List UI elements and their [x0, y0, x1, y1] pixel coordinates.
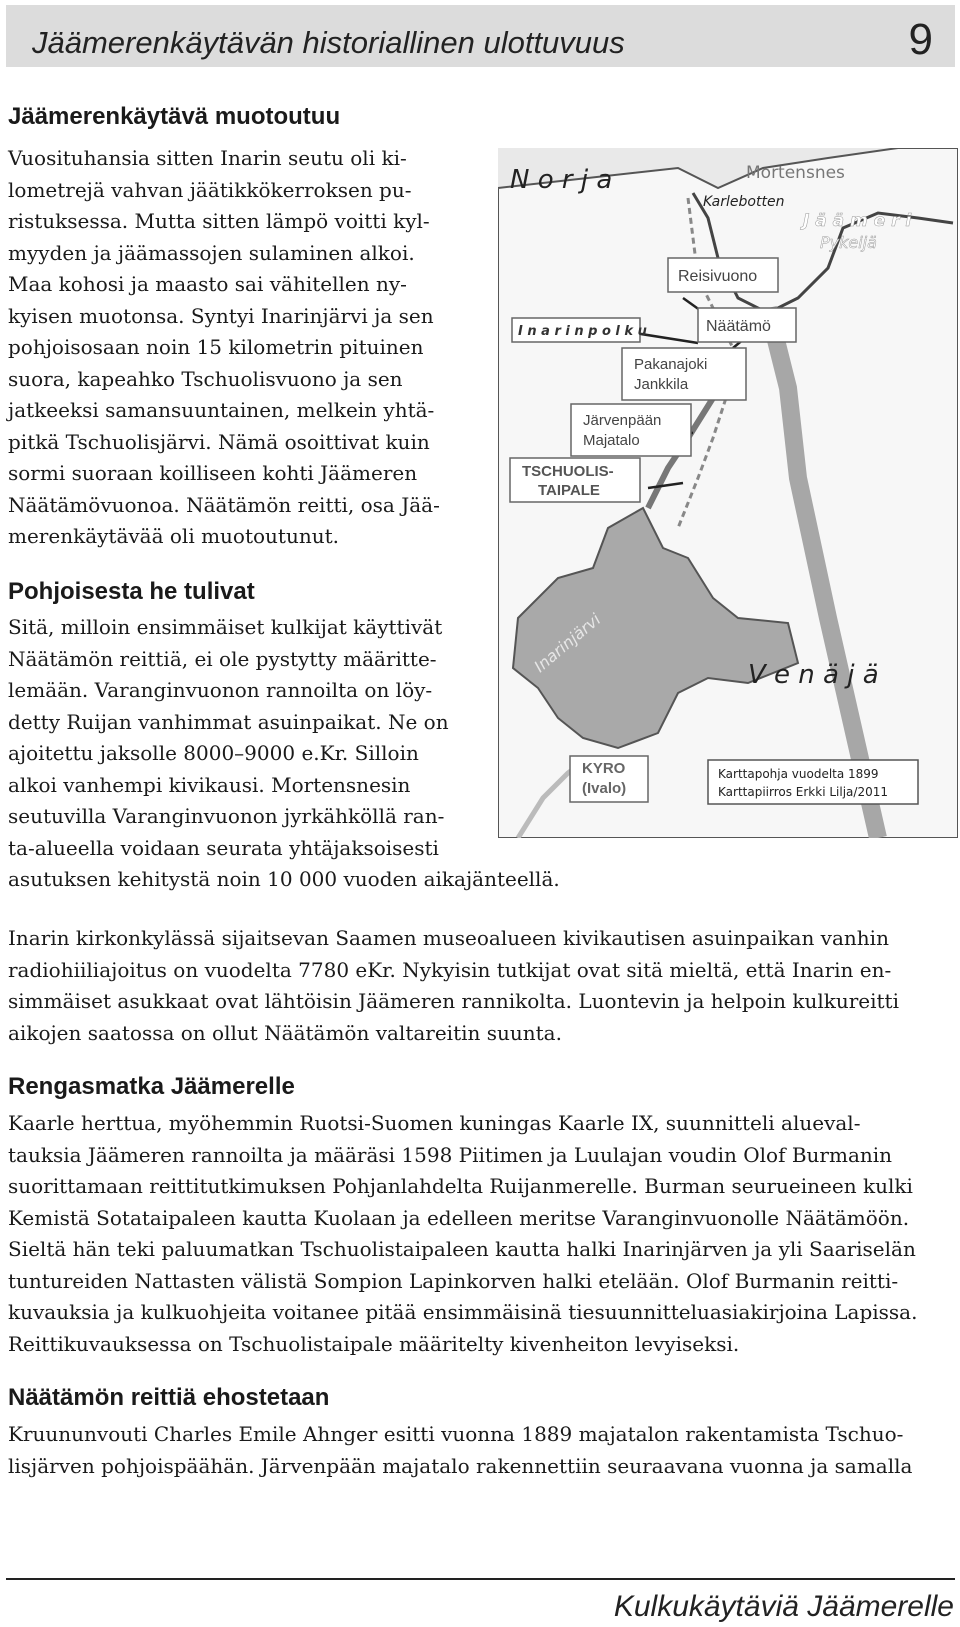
section-heading-1: Jäämerenkäytävä muotoutuu	[8, 103, 341, 130]
text-line: Kaarle herttua, myöhemmin Ruotsi-Suomen kuningas Kaarle IX, suunnitteli alueval-	[8, 1111, 861, 1135]
text-line: ajoitettu jaksolle 8000–9000 e.Kr. Silloin	[8, 741, 419, 765]
text-line: sormi suoraan koilliseen kohti Jäämeren	[8, 461, 418, 485]
section-heading-5: Näätämön reittiä ehostetaan	[8, 1384, 330, 1411]
map-label-kyro-1: KYRO	[582, 760, 626, 777]
text-line: pohjoisosaan noin 15 kilometrin pituinen	[8, 335, 424, 359]
text-line: alkoi vanhempi kivikausi. Mortensnesin	[8, 772, 411, 797]
running-footer-title: Kulkukäytäviä Jäämerelle	[613, 1590, 954, 1623]
map-label-jaameri: J ä ä m e r i	[803, 211, 912, 231]
route-map-svg	[498, 148, 958, 838]
map-label-karlebotten: Karlebotten	[703, 194, 785, 210]
text-line: lometrejä vahvan jäätikkökerroksen pu-	[8, 177, 412, 202]
section-4-text	[8, 1108, 917, 1360]
section-2-text	[8, 612, 560, 896]
map-label-tschuolis-2: TAIPALE	[538, 482, 600, 499]
text-line: Maa kohosi ja maasto sai vähitellen ny-	[8, 272, 407, 296]
map-credit-2: Karttapiirros Erkki Lilja/2011	[718, 785, 888, 799]
map-label-pakanajoki-2: Jankkila	[634, 376, 689, 393]
text-line: Kruununvouti Charles Emile Ahnger esitti vuonna 1889 majatalon rakentamista Tschuo-	[8, 1422, 904, 1446]
text-line: Näätämön reittiä, ei ole pystytty määritte-	[8, 646, 437, 671]
map-label-kyro-2: (Ivalo)	[582, 780, 627, 797]
text-line: asutuksen kehitystä noin 10 000 vuoden aikajänteellä.	[8, 867, 560, 891]
map-label-inarinjarvi: Inarinjärvi	[530, 609, 605, 677]
text-line: Näätämövuonoa. Näätämön reitti, osa Jää-	[8, 492, 440, 517]
text-line: aikojen saatossa on ollut Näätämön valtareitin suunta.	[8, 1020, 562, 1045]
section-heading-4: Rengasmatka Jäämerelle	[8, 1073, 295, 1100]
text-line: ta-alueella voidaan seurata yhtäjaksoisesti	[8, 835, 439, 860]
text-line: kuvauksia ja kulkuohjeita voitanee pitää ensimmäisinä tiesuunnitteluasiakirjoina Lapissa.	[8, 1300, 918, 1324]
text-line: Sitä, milloin ensimmäiset kulkijat käyttivät	[8, 615, 443, 639]
text-line: pitkä Tschuolisjärvi. Nämä osoittivat kuin	[8, 429, 430, 454]
route-map	[498, 148, 958, 838]
section-5-text	[8, 1419, 912, 1482]
map-label-jarvenpaa-2: Majatalo	[583, 432, 640, 449]
text-line: seutuvilla Varanginvuonon jyrkähköllä ran-	[8, 804, 445, 828]
text-line: Vuosituhansia sitten Inarin seutu oli ki-	[8, 146, 407, 170]
text-line: Sieltä hän teki paluumatkan Tschuolistaipaleen kautta halki Inarinjärven ja yli Saariselän	[8, 1237, 916, 1261]
section-heading-2: Pohjoisesta he tulivat	[8, 578, 255, 605]
header-bar	[6, 5, 955, 67]
text-line: suorittamaan reittitutkimuksen Pohjanlahdelta Ruijanmerelle. Burman seurueineen kulki	[8, 1174, 913, 1198]
text-line: detty Ruijan vanhimmat asuinpaikat. Ne on	[8, 709, 449, 734]
map-label-inarinpolku: I n a r i n p o l k u	[518, 324, 647, 339]
text-line: tuntureiden Nattasten välistä Sompion Lapinkorven halki etelään. Olof Burmanin reitti-	[8, 1268, 899, 1293]
map-label-naatamo: Näätämö	[706, 318, 771, 335]
map-label-pakanajoki-1: Pakanajoki	[634, 356, 708, 373]
text-line: ristuksessa. Mutta sitten lämpö voitti kyl-	[8, 209, 430, 233]
text-line: jatkeeksi samansuuntainen, melkein yhtä-	[8, 398, 435, 422]
footer-rule	[6, 1578, 955, 1580]
section-3-text	[8, 923, 899, 1049]
map-label-norja: N o r j a	[510, 165, 613, 195]
map-label-reisivuono: Reisivuono	[678, 268, 758, 285]
text-line: Kemistä Sotataipaleen kautta Kuolaan ja edelleen meritse Varanginvuonolle Näätämöön.	[8, 1205, 910, 1230]
text-line: kyisen muotonsa. Syntyi Inarinjärvi ja sen	[8, 303, 434, 328]
map-credit-1: Karttapohja vuodelta 1899	[718, 767, 879, 781]
text-line: merenkäytävää oli muotoutunut.	[8, 524, 339, 548]
text-line: radiohiiliajoitus on vuodelta 7780 eKr. Nykyisin tutkijat ovat sitä mieltä, että Inarin en-	[8, 957, 892, 982]
map-label-tschuolis-1: TSCHUOLIS-	[522, 463, 614, 480]
running-header-title: Jäämerenkäytävän historiallinen ulottuvuus	[32, 25, 625, 60]
text-line: Inarin kirkonkylässä sijaitsevan Saamen museoalueen kivikautisen asuinpaikan vanhin	[8, 926, 889, 950]
map-label-jarvenpaa-1: Järvenpään	[583, 412, 662, 429]
map-label-venaja: V e n ä j ä	[748, 660, 879, 690]
map-label-pykeija: Pykeijä	[820, 233, 877, 252]
text-line: simmäiset asukkaat ovat lähtöisin Jäämeren rannikolta. Luontevin ja helpoin kulkureitti	[8, 989, 899, 1013]
text-line: myyden ja jäämassojen sulaminen alkoi.	[8, 240, 415, 265]
page-number: 9	[908, 15, 933, 64]
text-line: tauksia Jäämeren rannoilta ja määräsi 1598 Piitimen ja Luulajan voudin Olof Burmanin	[8, 1142, 893, 1167]
map-label-mortensnes: Mortensnes	[746, 163, 845, 183]
text-line: lemään. Varanginvuonon rannoilta on löy-	[8, 678, 433, 702]
text-line: lisjärven pohjoispäähän. Järvenpään majatalo rakennettiin seuraavana vuonna ja samalla	[8, 1453, 913, 1478]
section-1-text	[8, 143, 440, 553]
text-line: Reittikuvauksessa on Tschuolistaipale määritelty kivenheiton levyiseksi.	[8, 1331, 740, 1356]
text-line: suora, kapeahko Tschuolisvuono ja sen	[8, 366, 403, 391]
